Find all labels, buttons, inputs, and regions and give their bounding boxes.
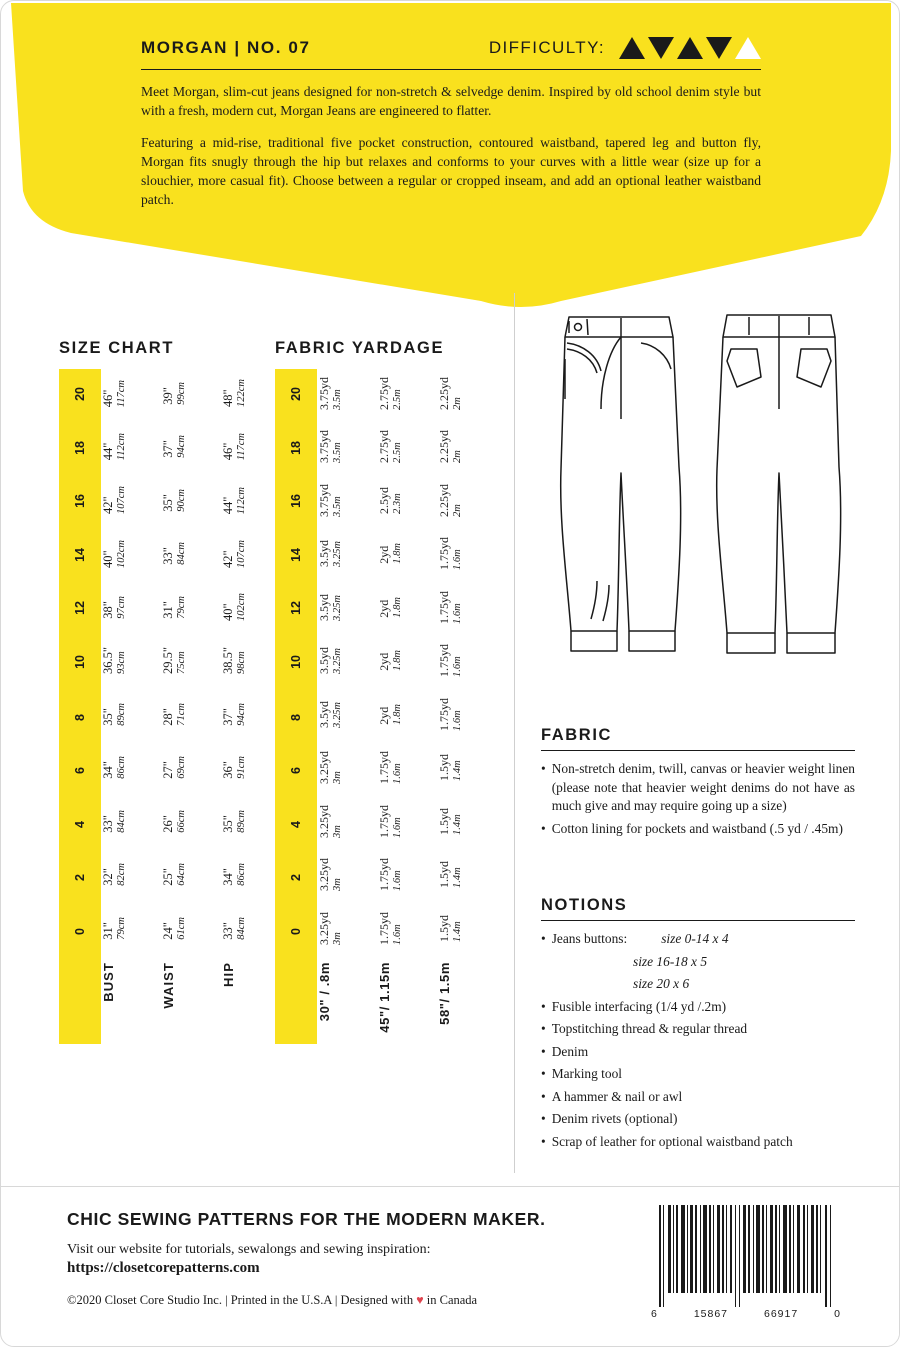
measurement-cell: 44" 112cm <box>101 433 127 461</box>
measurement-cell: 3.75yd 3.5m <box>317 430 343 464</box>
list-item <box>541 1020 855 1039</box>
header <box>1 1 900 261</box>
list-item <box>541 1043 855 1062</box>
table-row <box>275 423 497 477</box>
measurement-cell: 35" 89cm <box>221 809 247 833</box>
table-row <box>275 476 497 530</box>
difficulty-indicator <box>489 37 761 59</box>
description-paragraph-2: Featuring a mid-rise, traditional five pocket construction, contoured waistband, tapered leg and button fly, Morgan fits snugly through the hip but relaxes and conforms to your curves with a little wear (size up for a slouchier, more casual fit). Choose between a regular or cropped inseam, and add an optional leather waistband patch. <box>141 134 761 208</box>
measurement-cell: 37" 94cm <box>221 702 247 726</box>
table-row <box>59 851 281 905</box>
list-item <box>541 1133 855 1152</box>
measurement-cell: 1.75yd 1.6m <box>377 804 403 838</box>
notions-item-text: Jeans buttons: <box>551 931 628 946</box>
size-cell: 16 <box>275 476 317 530</box>
measurement-cell: 2.75yd 2.5m <box>377 376 403 410</box>
measurement-cell: 26" 66cm <box>161 809 187 833</box>
measurement-cell: 3.75yd 3.5m <box>317 483 343 517</box>
measurement-cell: 35" 89cm <box>101 702 127 726</box>
measurement-cell: 1.75yd 1.6m <box>377 911 403 945</box>
measurement-cell: 31" 79cm <box>101 916 127 940</box>
size-cell: 2 <box>59 851 101 905</box>
measurement-cell: 3.25yd 3m <box>317 858 343 892</box>
table-row <box>275 530 497 584</box>
fabric-yardage-title: FABRIC YARDAGE <box>275 339 445 357</box>
bullet-icon: • <box>541 1021 546 1036</box>
button-count-0: size 0-14 x 4 <box>661 931 729 946</box>
footer-visit-line: Visit our website for tutorials, sewalongs and sewing inspiration: <box>67 1242 431 1257</box>
notions-list <box>541 930 855 1151</box>
description-paragraph-1: Meet Morgan, slim-cut jeans designed for non-stretch & selvedge denim. Inspired by old school denim style but with a fresh, modern cut, Morgan Jeans are engineered to flatter. <box>141 84 761 119</box>
fabric-yardage-table <box>275 369 497 1044</box>
size-cell: 16 <box>59 476 101 530</box>
measurement-cell: 2yd 1.8m <box>377 596 403 618</box>
barcode-numbers <box>651 1308 841 1320</box>
table-row <box>275 583 497 637</box>
row-label-cell: 58"/ 1.5m <box>437 961 452 1025</box>
notions-item-text: A hammer & nail or awl <box>551 1088 683 1104</box>
bullet-icon: • <box>541 931 546 946</box>
size-cell: 4 <box>275 797 317 851</box>
difficulty-label: DIFFICULTY: <box>488 38 605 57</box>
measurement-cell: 32" 82cm <box>101 863 127 887</box>
notions-title: NOTIONS <box>541 896 628 914</box>
measurement-cell: 1.75yd 1.6m <box>377 751 403 785</box>
size-cell: 12 <box>275 583 317 637</box>
table-row <box>59 797 281 851</box>
measurement-cell: 36.5" 93cm <box>101 647 127 675</box>
bullet-icon: • <box>541 1111 546 1126</box>
size-cell: 4 <box>59 797 101 851</box>
size-cell: 14 <box>275 530 317 584</box>
bullet-icon: • <box>541 820 546 836</box>
table-row <box>59 637 281 691</box>
measurement-cell: 2.25yd 2m <box>437 376 463 410</box>
notions-item-text: Scrap of leather for optional waistband patch <box>551 1133 793 1149</box>
table-row <box>275 690 497 744</box>
measurement-cell: 3.25yd 3m <box>317 751 343 785</box>
measurement-cell: 46" 117cm <box>221 433 247 461</box>
triangle-down-filled-icon <box>648 37 674 59</box>
jeans-illustration <box>531 259 891 679</box>
notions-item-text: Denim <box>551 1043 589 1059</box>
size-cell: 6 <box>59 744 101 798</box>
measurement-cell: 3.5yd 3.25m <box>317 700 343 728</box>
table-label-row <box>59 958 281 1044</box>
measurement-cell: 38.5" 98cm <box>221 647 247 675</box>
measurement-cell: 1.75yd 1.6m <box>377 858 403 892</box>
triangle-up-filled-icon <box>619 37 645 59</box>
bullet-icon: • <box>541 1088 546 1104</box>
table-label-row <box>275 958 497 1044</box>
measurement-cell: 24" 61cm <box>161 916 187 940</box>
barcode-group-1: 15867 <box>693 1308 729 1320</box>
difficulty-triangles <box>619 37 761 59</box>
measurement-cell: 3.5yd 3.25m <box>317 647 343 675</box>
fabric-section <box>541 726 855 842</box>
row-label-cell: WAIST <box>161 961 176 1009</box>
table-row <box>275 369 497 423</box>
measurement-cell: 2.25yd 2m <box>437 483 463 517</box>
barcode-left-digit: 6 <box>651 1308 658 1320</box>
measurement-cell: 3.5yd 3.25m <box>317 593 343 621</box>
measurement-cell: 3.5yd 3.25m <box>317 540 343 568</box>
measurement-cell: 33" 84cm <box>221 916 247 940</box>
measurement-cell: 34" 86cm <box>221 863 247 887</box>
table-row <box>275 797 497 851</box>
notions-item-text: Marking tool <box>551 1066 622 1081</box>
notions-item-text: Fusible interfacing (1/4 yd /.2m) <box>551 998 727 1014</box>
list-item <box>541 820 855 839</box>
row-label-cell: HIP <box>221 961 236 987</box>
barcode-group-2: 66917 <box>763 1308 799 1320</box>
list-item <box>541 998 855 1017</box>
measurement-cell: 28" 71cm <box>161 702 187 726</box>
size-cell: 0 <box>275 904 317 958</box>
fabric-title: FABRIC <box>541 726 613 744</box>
size-chart-title: SIZE CHART <box>59 339 174 357</box>
measurement-cell: 33" 84cm <box>101 809 127 833</box>
measurement-cell: 2yd 1.8m <box>377 703 403 725</box>
measurement-cell: 1.75yd 1.6m <box>437 697 463 731</box>
measurement-cell: 1.5yd 1.4m <box>437 861 463 889</box>
fabric-divider <box>541 750 855 751</box>
measurement-cell: 2.5yd 2.3m <box>377 486 403 514</box>
fabric-item-text: Cotton lining for pockets and waistband (.5 yd / .45m) <box>551 820 843 836</box>
measurement-cell: 1.5yd 1.4m <box>437 754 463 782</box>
title-row <box>141 37 761 69</box>
notions-section <box>541 896 855 1155</box>
size-cell: 18 <box>59 423 101 477</box>
size-cell: 14 <box>59 530 101 584</box>
measurement-cell: 1.75yd 1.6m <box>437 590 463 624</box>
table-row <box>59 369 281 423</box>
measurement-cell: 42" 107cm <box>221 539 247 568</box>
list-item <box>541 930 855 949</box>
table-row <box>275 904 497 958</box>
button-count-2: size 20 x 6 <box>633 976 690 991</box>
list-item <box>541 1065 855 1084</box>
measurement-cell: 35" 90cm <box>161 488 187 512</box>
size-cell: 20 <box>59 369 101 423</box>
header-divider <box>141 69 761 70</box>
table-row <box>59 423 281 477</box>
measurement-cell: 38" 97cm <box>101 595 127 619</box>
list-item <box>541 760 855 816</box>
row-label-cell: 30" / .8m <box>317 961 332 1021</box>
measurement-cell: 39" 99cm <box>161 381 187 405</box>
bullet-icon: • <box>541 1133 546 1149</box>
table-row <box>59 530 281 584</box>
triangle-down-filled-icon <box>706 37 732 59</box>
measurement-cell: 3.25yd 3m <box>317 911 343 945</box>
table-row <box>275 851 497 905</box>
footer-tagline: CHIC SEWING PATTERNS FOR THE MODERN MAKER. <box>67 1209 546 1229</box>
measurement-cell: 44" 112cm <box>221 486 247 514</box>
website-link[interactable]: https://closetcorepatterns.com <box>67 1260 260 1276</box>
copyright-post: in Canada <box>423 1293 478 1307</box>
measurement-cell: 40" 102cm <box>101 539 127 568</box>
measurement-cell: 34" 86cm <box>101 756 127 780</box>
triangle-up-filled-icon <box>677 37 703 59</box>
notions-item-text: Topstitching thread & regular thread <box>551 1021 748 1036</box>
triangle-up-empty-icon <box>735 37 761 59</box>
measurement-cell: 33" 84cm <box>161 542 187 566</box>
measurement-cell: 25" 64cm <box>161 863 187 887</box>
measurement-cell: 2yd 1.8m <box>377 650 403 672</box>
measurement-cell: 1.75yd 1.6m <box>437 644 463 678</box>
table-row <box>59 476 281 530</box>
measurement-cell: 40" 102cm <box>221 593 247 622</box>
copyright-pre: ©2020 Closet Core Studio Inc. | Printed in the U.S.A | Designed with <box>67 1293 417 1307</box>
size-cell: 6 <box>275 744 317 798</box>
measurement-cell: 1.5yd 1.4m <box>437 807 463 835</box>
size-cell: 2 <box>275 851 317 905</box>
size-cell: 18 <box>275 423 317 477</box>
size-cell: 12 <box>59 583 101 637</box>
size-cell: 8 <box>275 690 317 744</box>
measurement-cell: 29.5" 75cm <box>161 647 187 675</box>
size-cell: 0 <box>59 904 101 958</box>
size-cell: 8 <box>59 690 101 744</box>
button-count-1: size 16-18 x 5 <box>633 953 708 969</box>
table-row <box>275 637 497 691</box>
bullet-icon: • <box>541 1066 546 1081</box>
row-label-cell: BUST <box>101 961 116 1002</box>
size-chart-table <box>59 369 281 1044</box>
bullet-icon: • <box>541 1043 546 1059</box>
size-cell: 10 <box>275 637 317 691</box>
measurement-cell: 1.5yd 1.4m <box>437 914 463 942</box>
main-content <box>1 301 900 1191</box>
table-row <box>59 690 281 744</box>
fabric-item-text: Non-stretch denim, twill, canvas or heavier weight linen (please note that heavier weight denims do not have as much give and may require going up a size) <box>551 761 855 813</box>
page-title: MORGAN | NO. 07 <box>141 38 311 57</box>
measurement-cell: 36" 91cm <box>221 756 247 780</box>
column-divider <box>514 293 515 1173</box>
list-item <box>541 1110 855 1129</box>
bullet-icon: • <box>541 761 546 776</box>
list-item <box>541 1088 855 1107</box>
row-label-cell: 45"/ 1.15m <box>377 961 392 1033</box>
notions-divider <box>541 920 855 921</box>
barcode-right-digit: 0 <box>834 1308 841 1320</box>
measurement-cell: 3.75yd 3.5m <box>317 376 343 410</box>
bullet-icon: • <box>541 998 546 1014</box>
table-row <box>59 583 281 637</box>
notions-item-text: Denim rivets (optional) <box>551 1111 678 1126</box>
measurement-cell: 42" 107cm <box>101 486 127 515</box>
measurement-cell: 31" 79cm <box>161 595 187 619</box>
size-cell: 10 <box>59 637 101 691</box>
measurement-cell: 46" 117cm <box>101 379 127 407</box>
measurement-cell: 2.25yd 2m <box>437 430 463 464</box>
measurement-cell: 1.75yd 1.6m <box>437 537 463 571</box>
table-row <box>59 744 281 798</box>
size-cell: 20 <box>275 369 317 423</box>
table-row <box>59 904 281 958</box>
measurement-cell: 2yd 1.8m <box>377 543 403 565</box>
measurement-cell: 3.25yd 3m <box>317 804 343 838</box>
table-row <box>275 744 497 798</box>
measurement-cell: 27" 69cm <box>161 756 187 780</box>
footer <box>1 1186 900 1346</box>
measurement-cell: 2.75yd 2.5m <box>377 430 403 464</box>
measurement-cell: 48" 122cm <box>221 379 247 408</box>
barcode <box>657 1205 835 1307</box>
measurement-cell: 37" 94cm <box>161 435 187 459</box>
heart-icon: ♥ <box>416 1293 424 1307</box>
fabric-list <box>541 760 855 838</box>
